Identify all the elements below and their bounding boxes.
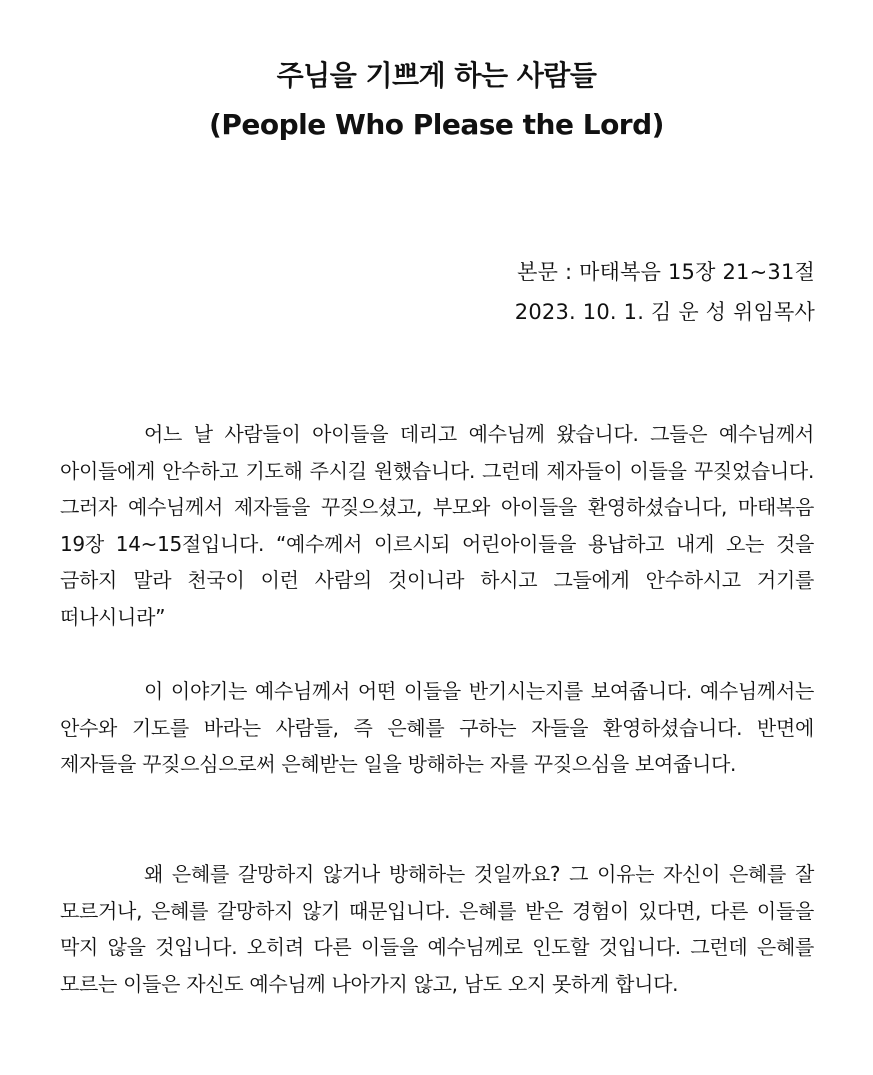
paragraph-1: 어느 날 사람들이 아이들을 데리고 예수님께 왔습니다. 그들은 예수님께서 아이들에게 안수하고 기도해 주시길 원했습니다. 그런데 제자들이 이들을 꾸짖었습니다. 그러자 예수님께서 제자들을 꾸짖으셨고, 부모와 아이들을 환영하셨습니다, 마태복음 19장 14~15절입니다. “예수께서 이르시되 어린아이들을 용납하고 내게 오는 것을 금하지 말라 천국이 이런 사람의 것이니라 하시고 그들에게 안수하시고 거기를 떠나시니라” (60, 422, 814, 629)
title-english: (People Who Please the Lord) (209, 108, 664, 141)
title-korean: 주님을 기쁘게 하는 사람들 (276, 59, 597, 92)
date-author: 2023. 10. 1. 김 운 성 위임목사 (514, 300, 815, 324)
paragraph-3: 왜 은혜를 갈망하지 않거나 방해하는 것일까요? 그 이유는 자신이 은혜를 잘 모르거나, 은혜를 갈망하지 않기 때문입니다. 은혜를 받은 경험이 있다면, 다른 이들을 막지 않을 것입니다. 오히려 다른 이들을 예수님께로 인도할 것입니다. 그런데 은혜를 모르는 이들은 자신도 예수님께 나아가지 않고, 남도 오지 못하게 합니다. (60, 862, 814, 996)
paragraph-2: 이 이야기는 예수님께서 어떤 이들을 반기시는지를 보여줍니다. 예수님께서는 안수와 기도를 바라는 사람들, 즉 은혜를 구하는 자들을 환영하셨습니다. 반면에 제자들을 꾸짖으심으로써 은혜받는 일을 방해하는 자를 꾸짖으심을 보여줍니다. (60, 679, 814, 776)
scripture-reference: 본문 : 마태복음 15장 21~31절 (517, 260, 815, 284)
